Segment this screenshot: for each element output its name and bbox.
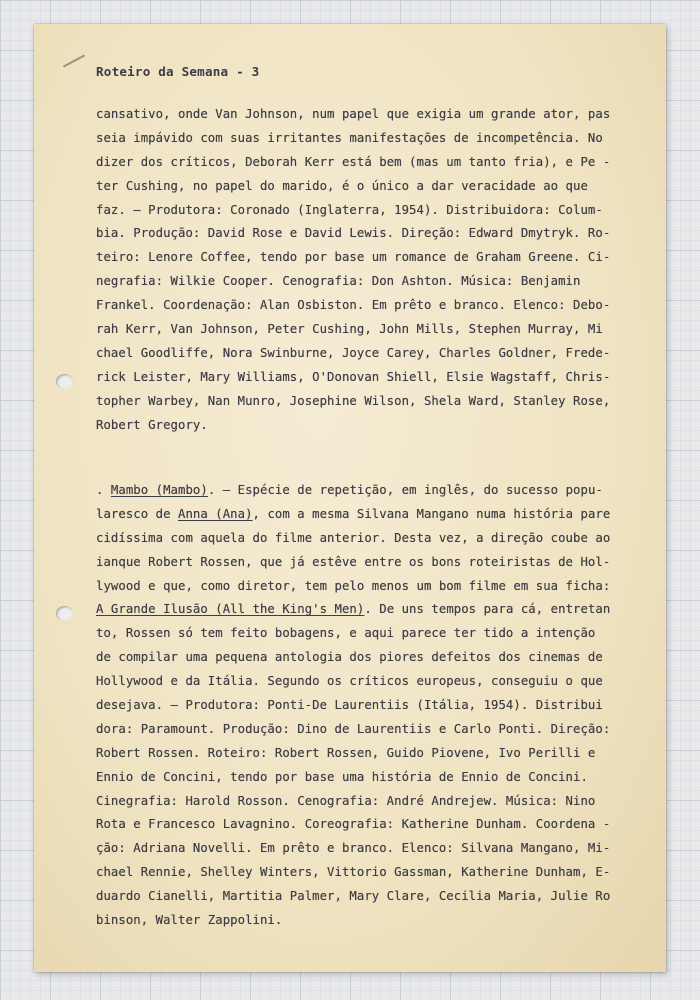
- text-line: Hollywood e da Itália. Segundo os críticos europeus, conseguiu o que: [96, 674, 603, 689]
- text-line: Frankel. Coordenação: Alan Osbiston. Em prêto e branco. Elenco: Debo-: [96, 298, 611, 313]
- text-line: de compilar uma pequena antologia dos piores defeitos dos cinemas de: [96, 650, 603, 665]
- text-line: laresco de Anna (Ana), com a mesma Silvana Mangano numa história pare: [96, 506, 611, 521]
- text-line: chael Goodliffe, Nora Swinburne, Joyce Carey, Charles Goldner, Frede-: [96, 345, 611, 360]
- review-paragraph-2: [96, 479, 656, 933]
- text-line: dora: Paramount. Produção: Dino de Laurentiis e Carlo Ponti. Direção:: [96, 721, 611, 736]
- text-line: A Grande Ilusão (All the King's Men). De uns tempos para cá, entretan: [96, 602, 611, 617]
- review-paragraph-1: [96, 103, 656, 437]
- text-line: lywood e que, como diretor, tem pelo menos um bom filme em sua ficha:: [96, 578, 611, 593]
- text-line: Robert Rossen. Roteiro: Robert Rossen, Guido Piovene, Ivo Perilli e: [96, 745, 596, 760]
- text-line: seia impávido com suas irritantes manifestações de incompetência. No: [96, 130, 603, 145]
- text-line: chael Rennie, Shelley Winters, Vittorio Gassman, Katherine Dunham, E-: [96, 865, 611, 880]
- text-line: cidíssima com aquela do filme anterior. Desta vez, a direção coube ao: [96, 530, 611, 545]
- punch-hole: [56, 606, 73, 621]
- text-line: duardo Cianelli, Martitia Palmer, Mary Clare, Cecilia Maria, Julie Ro: [96, 889, 611, 904]
- text-line: Cinegrafia: Harold Rosson. Cenografia: André Andrejew. Música: Nino: [96, 793, 596, 808]
- text-line: Ennio de Concini, tendo por base uma história de Ennio de Concini.: [96, 769, 588, 784]
- punch-hole: [56, 374, 73, 389]
- text-line: desejava. — Produtora: Ponti-De Laurentiis (Itália, 1954). Distribui: [96, 698, 603, 713]
- text-line: Rota e Francesco Lavagnino. Coreografia: Katherine Dunham. Coordena -: [96, 817, 611, 832]
- text-line: rah Kerr, Van Johnson, Peter Cushing, John Mills, Stephen Murray, Mi: [96, 322, 603, 337]
- pencil-mark: [63, 54, 85, 67]
- text-line: teiro: Lenore Coffee, tendo por base um romance de Graham Greene. Ci-: [96, 250, 611, 265]
- text-line: rick Leister, Mary Williams, O'Donovan Shiell, Elsie Wagstaff, Chris-: [96, 369, 611, 384]
- text-line: bia. Produção: David Rose e David Lewis. Direção: Edward Dmytryk. Ro-: [96, 226, 611, 241]
- text-line: negrafia: Wilkie Cooper. Cenografia: Don Ashton. Música: Benjamin: [96, 274, 581, 289]
- typewritten-page: [34, 24, 666, 972]
- text-line: cansativo, onde Van Johnson, num papel que exigia um grande ator, pas: [96, 107, 611, 121]
- page-header: Roteiro da Semana - 3: [96, 64, 260, 79]
- text-line: Robert Gregory.: [96, 417, 208, 432]
- text-line: to, Rossen só tem feito bobagens, e aqui parece ter tido a intenção: [96, 626, 596, 641]
- text-line: faz. — Produtora: Coronado (Inglaterra, 1954). Distribuidora: Colum-: [96, 202, 603, 217]
- text-line: dizer dos críticos, Deborah Kerr está bem (mas um tanto fria), e Pe -: [96, 154, 611, 169]
- text-line: topher Warbey, Nan Munro, Josephine Wilson, Shela Ward, Stanley Rose,: [96, 393, 611, 408]
- text-line: ter Cushing, no papel do marido, é o único a dar veracidade ao que: [96, 178, 588, 193]
- text-line: binson, Walter Zappolini.: [96, 913, 283, 928]
- text-line: ção: Adriana Novelli. Em prêto e branco. Elenco: Silvana Mangano, Mi-: [96, 841, 611, 856]
- text-line: . Mambo (Mambo). — Espécie de repetição, em inglês, do sucesso popu-: [96, 483, 603, 497]
- text-line: ianque Robert Rossen, que já estêve entre os bons roteiristas de Hol-: [96, 554, 611, 569]
